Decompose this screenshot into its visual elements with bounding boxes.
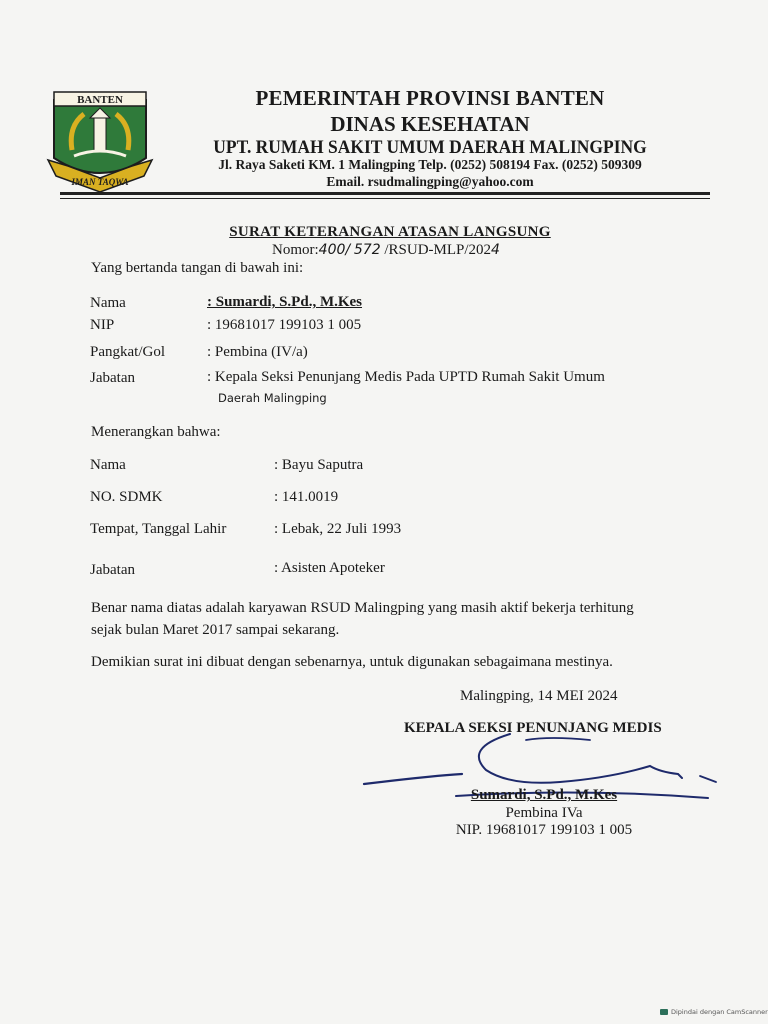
signer-jabatan-label: Jabatan [90,370,135,386]
employee-nama-label: Nama [90,457,126,473]
signer-jabatan-value-cont: Daerah Malingping [218,391,327,405]
camscanner-icon [660,1009,668,1015]
signer-pangkat-value: : Pembina (IV/a) [207,344,308,360]
signer-jabatan-value: : Kepala Seksi Penunjang Medis Pada UPTD Rumah Sakit Umum [207,369,605,385]
letterhead-rule-thick [60,192,710,195]
place-date: Malingping, 14 MEI 2024 [460,688,618,704]
logo-text-top: BANTEN [77,94,123,106]
employee-ttl-label: Tempat, Tanggal Lahir [90,521,227,537]
kop-email: Email. rsudmalingping@yahoo.com [326,174,534,189]
employee-nama-value: : Bayu Saputra [274,457,364,473]
letter-number [272,242,500,259]
nomor-handwritten-1: 400/ [318,242,351,258]
camscanner-text: Dipindai dengan CamScanner [671,1008,768,1016]
signer-pangkat-label: Pangkat/Gol [90,344,165,360]
signer-rank: Pembina IVa [505,805,583,821]
nomor-prefix: Nomor: [272,242,319,258]
signer-nama-value: : Sumardi, S.Pd., M.Kes [207,294,363,310]
employee-jabatan-value: : Asisten Apoteker [274,560,385,576]
signer-nip-value: : 19681017 199103 1 005 [207,317,362,333]
logo-text-bottom: IMAN TAQWA [71,177,129,187]
nomor-suffix: /RSUD-MLP/202 [384,242,492,258]
nomor-handwritten-2: 572 [353,242,381,258]
banten-coat-of-arms-logo [44,88,156,196]
employee-sdmk-label: NO. SDMK [90,489,163,505]
statement-paragraph-1-line-2: sejak bulan Maret 2017 sampai sekarang. [91,622,340,638]
statement-intro: Menerangkan bahwa: [91,424,221,440]
signer-nip: NIP. 19681017 199103 1 005 [455,822,633,838]
nomor-handwritten-year: 4 [491,242,500,258]
letterhead-rule-thin [60,198,710,199]
kop-department: DINAS KESEHATAN [330,112,530,136]
employee-jabatan-label: Jabatan [90,562,135,578]
opening-line: Yang bertanda tangan di bawah ini: [91,260,304,276]
statement-paragraph-1-line-1: Benar nama diatas adalah karyawan RSUD Malingping yang masih aktif bekerja terhitung [91,600,634,616]
signer-nama-label: Nama [90,295,126,311]
kop-hospital: UPT. RUMAH SAKIT UMUM DAERAH MALINGPING [213,137,647,158]
employee-sdmk-value: : 141.0019 [274,489,339,505]
signer-position: KEPALA SEKSI PENUNJANG MEDIS [404,720,662,736]
kop-address: Jl. Raya Saketi KM. 1 Malingping Telp. (0252) 508194 Fax. (0252) 509309 [218,157,642,172]
letter-title: SURAT KETERANGAN ATASAN LANGSUNG [229,224,551,240]
statement-paragraph-2: Demikian surat ini dibuat dengan sebenarnya, untuk digunakan sebagaimana mestinya. [91,654,613,670]
signer-nip-label: NIP [90,317,115,333]
signer-name: Sumardi, S.Pd., M.Kes [470,787,618,803]
kop-government: PEMERINTAH PROVINSI BANTEN [255,86,605,110]
camscanner-watermark [660,1008,768,1016]
employee-ttl-value: : Lebak, 22 Juli 1993 [274,521,402,537]
